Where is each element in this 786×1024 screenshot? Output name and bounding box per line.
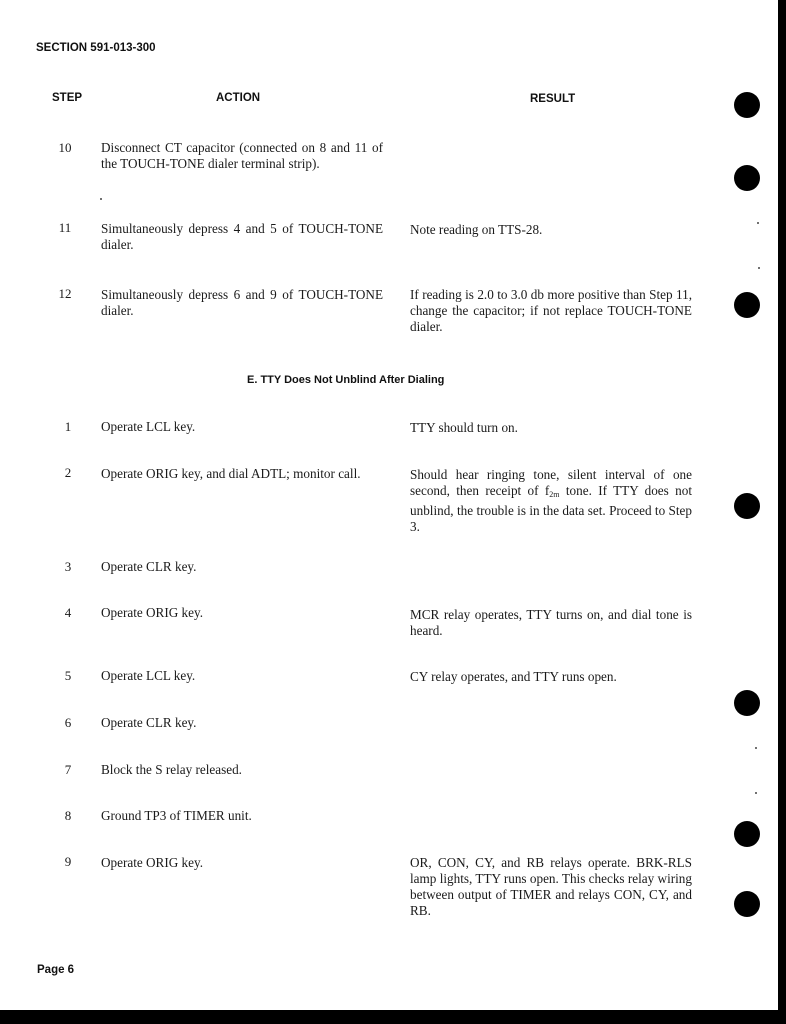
step-action: Ground TP3 of TIMER unit. — [101, 808, 252, 823]
punch-hole — [734, 165, 760, 191]
step-number: 9 — [64, 854, 72, 869]
step-number: 6 — [64, 715, 72, 730]
step-number: 5 — [64, 668, 72, 683]
punch-hole — [734, 891, 760, 917]
step-action: Disconnect CT capacitor (connected on 8 and 11 of the TOUCH-TONE dialer terminal strip). — [101, 140, 383, 171]
step-action: Simultaneously depress 4 and 5 of TOUCH-TONE dialer. — [101, 221, 383, 252]
column-header-action: ACTION — [216, 92, 261, 104]
punch-hole — [734, 493, 760, 519]
step-action: Block the S relay released. — [101, 762, 242, 777]
punch-hole — [734, 92, 760, 118]
step-action: Operate ORIG key. — [101, 605, 204, 620]
step-result: Should hear ringing tone, silent interval of one second, then receipt of $f_{2m}$ tone. If TTY does not unblind, the trouble is in the data set. Proceed to Step 3. — [410, 467, 692, 534]
step-action: Operate ORIG key. — [101, 855, 204, 870]
step-result: If reading is 2.0 to 3.0 db more positive than Step 11, change the capacitor; if not replace TOUCH-TONE dialer. — [410, 287, 692, 334]
step-number: 4 — [64, 605, 72, 620]
step-result: OR, CON, CY, and RB relays operate. BRK-RLS lamp lights, TTY runs open. This checks relay wiring between output of TIMER and relays CON, CY, and RB. — [410, 855, 692, 918]
scan-speck — [757, 222, 759, 224]
punch-hole — [734, 821, 760, 847]
scan-speck — [755, 792, 757, 794]
step-action: Operate ORIG key, and dial ADTL; monitor call. — [101, 466, 361, 481]
step-number: 3 — [64, 559, 72, 574]
step-action: Operate LCL key. — [101, 419, 196, 434]
step-number: 8 — [64, 808, 72, 823]
scan-speck — [755, 747, 757, 749]
step-action: Simultaneously depress 6 and 9 of TOUCH-TONE dialer. — [101, 287, 383, 318]
step-result: MCR relay operates, TTY turns on, and dial tone is heard. — [410, 607, 692, 638]
scan-speck — [758, 267, 760, 269]
step-action: Operate LCL key. — [101, 668, 196, 683]
scan-speck — [100, 198, 102, 200]
step-result: Note reading on TTS-28. — [410, 222, 543, 237]
column-header-result: RESULT — [530, 93, 576, 105]
section-header: SECTION 591-013-300 — [36, 42, 156, 54]
step-number: 12 — [58, 286, 72, 301]
page-number: Page 6 — [37, 964, 75, 976]
punch-hole — [734, 292, 760, 318]
punch-hole — [734, 690, 760, 716]
step-result: TTY should turn on. — [410, 420, 518, 435]
step-number: 7 — [64, 762, 72, 777]
column-header-step: STEP — [52, 92, 83, 104]
step-number: 10 — [58, 140, 72, 155]
section-e-heading: E. TTY Does Not Unblind After Dialing — [247, 374, 445, 386]
step-action: Operate CLR key. — [101, 559, 197, 574]
step-number: 11 — [58, 220, 72, 235]
step-number: 2 — [64, 465, 72, 480]
step-action: Operate CLR key. — [101, 715, 197, 730]
step-result: CY relay operates, and TTY runs open. — [410, 669, 617, 684]
step-number: 1 — [64, 419, 72, 434]
